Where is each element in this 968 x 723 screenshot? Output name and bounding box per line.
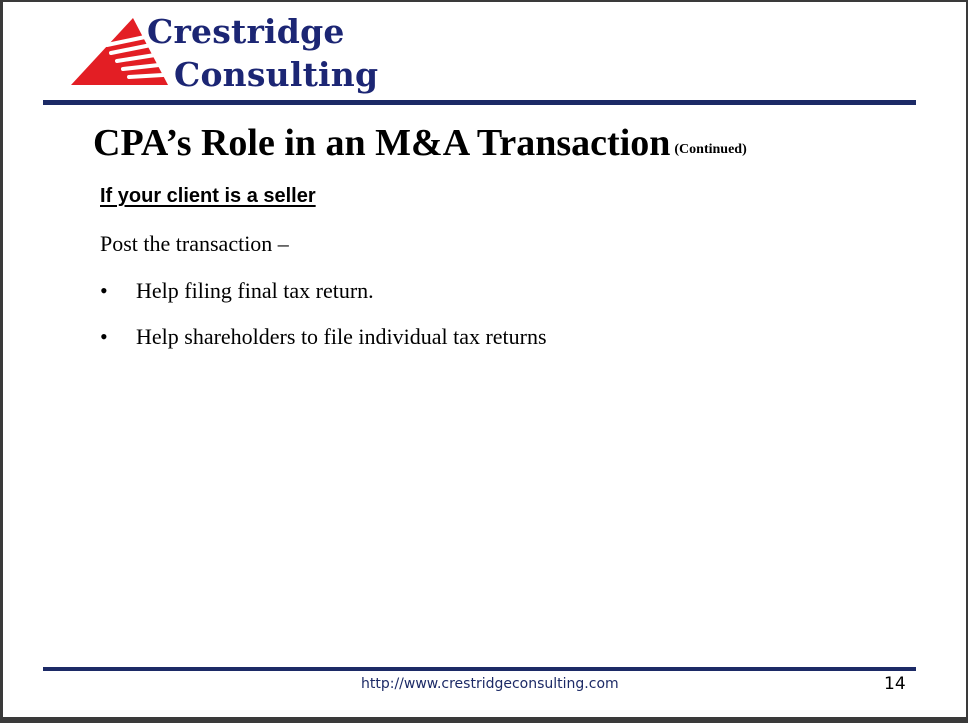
section-subheading: If your client is a seller xyxy=(100,185,316,207)
title-continued-note: (Continued) xyxy=(674,142,747,157)
slide-title-text: CPA’s Role in an M&A Transaction xyxy=(93,122,671,164)
slide-title xyxy=(93,121,747,165)
bullet-glyph: • xyxy=(100,324,108,349)
page-number: 14 xyxy=(884,674,906,694)
footer-website-link[interactable]: http://www.crestridgeconsulting.com xyxy=(361,676,619,692)
footer-divider xyxy=(43,667,916,671)
bullet-text: Help shareholders to file individual tax returns xyxy=(136,324,547,349)
slide-page xyxy=(3,2,966,717)
header-divider xyxy=(43,100,916,105)
bullet-glyph: • xyxy=(100,278,108,303)
intro-text: Post the transaction – xyxy=(100,231,289,256)
brand-name-line1: Crestridge xyxy=(147,12,345,51)
brand-name-line2: Consulting xyxy=(174,55,379,94)
bullet-text: Help filing final tax return. xyxy=(136,278,374,303)
